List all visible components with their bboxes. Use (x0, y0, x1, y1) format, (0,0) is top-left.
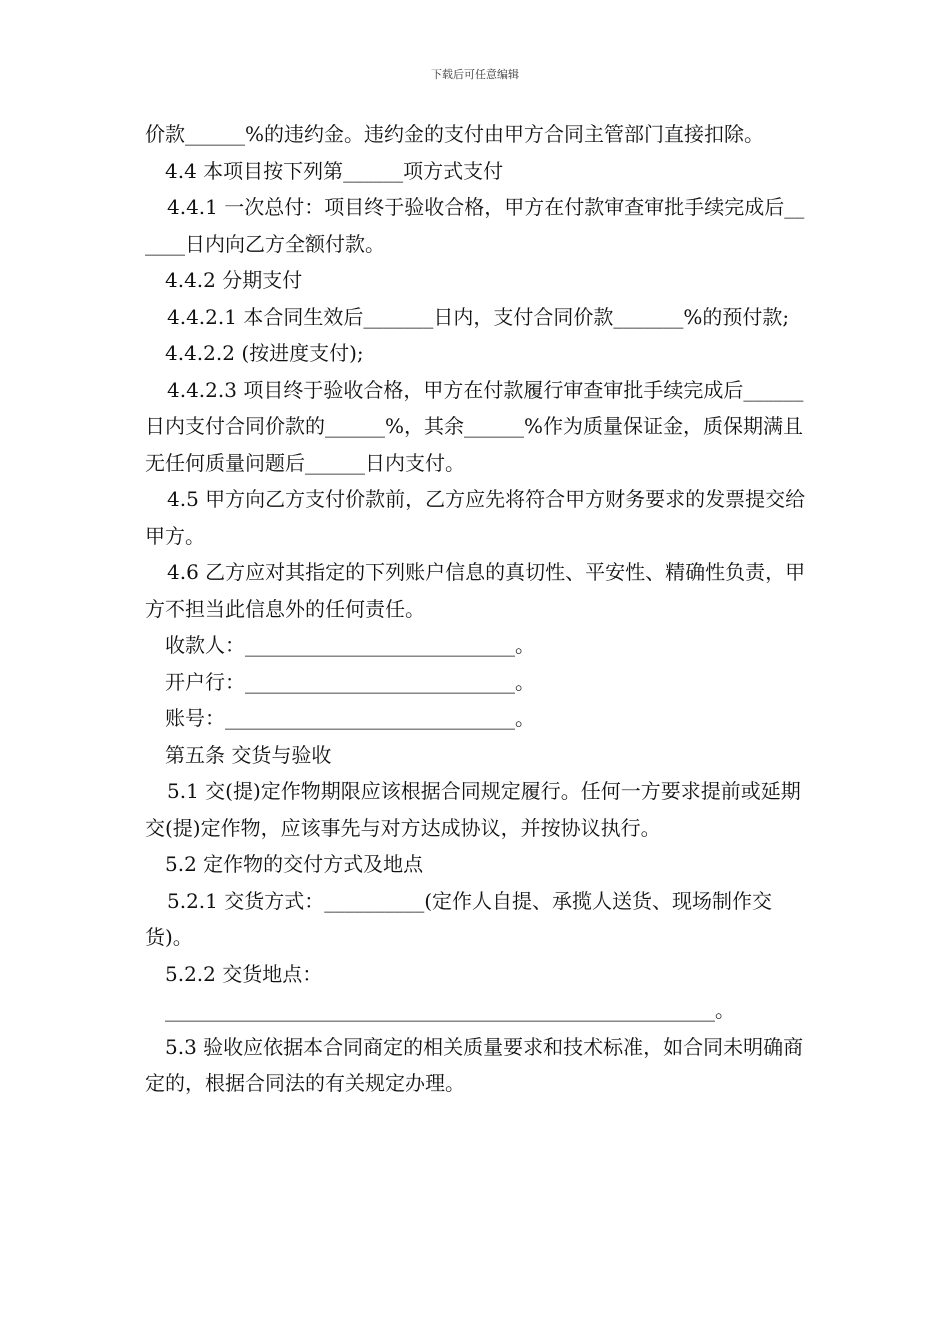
field-account-number: 账号：_____________________________。 (165, 706, 535, 730)
paragraph-4-4-2: 4.4.2 分期支付 (165, 268, 303, 292)
field-delivery-location: _______________________________________________________。 (165, 998, 735, 1022)
paragraph-4-4-2-3: 4.4.2.3 项目终于验收合格，甲方在付款履行审查审批手续完成后______日内支付合同价款的______%，其余______%作为质量保证金，质保期满且无任何质量问题后______日内支付。 (145, 377, 804, 475)
paragraph-5-2: 5.2 定作物的交付方式及地点 (165, 852, 424, 876)
paragraph-4-6: 4.6 乙方应对其指定的下列账户信息的真切性、平安性、精确性负责，甲方不担当此信息外的任何责任。 (145, 560, 806, 621)
paragraph-penalty-continuation: 价款______%的违约金。违约金的支付由甲方合同主管部门直接扣除。 (145, 122, 765, 146)
paragraph-5-1: 5.1 交(提)定作物期限应该根据合同规定履行。任何一方要求提前或延期交(提)定作物，应该事先与对方达成协议，并按协议执行。 (145, 779, 801, 840)
paragraph-4-4-2-2: 4.4.2.2 (按进度支付); (165, 341, 364, 365)
field-bank: 开户行：___________________________。 (165, 669, 535, 694)
paragraph-5-2-1: 5.2.1 交货方式：__________(定作人自提、承揽人送货、现场制作交货)。 (145, 888, 773, 949)
page-header-watermark: 下载后可任意编辑 (431, 68, 519, 81)
section-title-article-5: 第五条 交货与验收 (165, 742, 332, 767)
paragraph-5-2-2: 5.2.2 交货地点： (165, 961, 323, 986)
paragraph-4-4-1: 4.4.1 一次总付：项目终于验收合格，甲方在付款审查审批手续完成后______日内向乙方全额付款。 (145, 195, 805, 256)
paragraph-5-3: 5.3 验收应依据本合同商定的相关质量要求和技术标准，如合同未明确商定的，根据合同法的有关规定办理。 (145, 1034, 804, 1095)
field-payee: 收款人：___________________________。 (165, 633, 535, 657)
paragraph-4-5: 4.5 甲方向乙方支付价款前，乙方应先将符合甲方财务要求的发票提交给甲方。 (145, 487, 806, 548)
paragraph-4-4-2-1: 4.4.2.1 本合同生效后_______日内，支付合同价款_______%的预付款; (167, 304, 790, 329)
document-body (145, 116, 810, 1102)
paragraph-4-4: 4.4 本项目按下列第______项方式支付 (165, 158, 504, 183)
